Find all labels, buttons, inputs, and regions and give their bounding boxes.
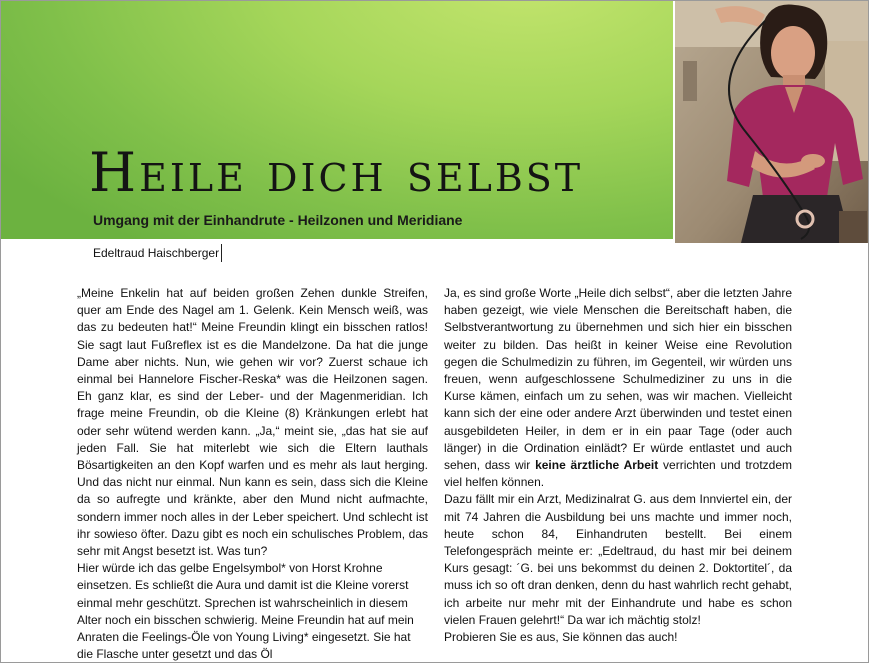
paragraph: Hier würde ich das gelbe Engelsymbol* von Horst Krohne einsetzen. Es schließt die Aura und damit ist die Kleine vorerst einmal mehr geschützt. Sprechen ist wahrscheinlich in diesem Alter noch ein bisschen schwierig. Meine Freundin hat auf mein Anraten die Feelings-Öle von Young Living* eingesetzt. Sie hat die Flasche unter gesetzt und das Öl [77, 561, 414, 662]
paragraph: Probieren Sie es aus, Sie können das auch! [444, 630, 678, 645]
article-title: Heile dich selbst [89, 141, 584, 204]
article-column-right [444, 285, 792, 646]
paragraph: Dazu fällt mir ein Arzt, Medizinalrat G. aus dem Innviertel ein, der mit 74 Jahren die Ausbildung bei uns machte und immer noch, heute schon 84, Einhandruten bestellt. Bei einem Telefongespräch meinte er: „Edeltraud, du hast mir bei deinem Kurs gesagt: ´G. bei uns bekommst du deinen 2. Doktortitel´, da muss ich so oft dran denken, denn du hast wahrlich recht gehabt, ich arbeite nur mehr mit der Einhandrute und habe es schon vielen Frauen gelehrt!“ Da war ich mächtig stolz! [444, 492, 792, 627]
emphasis-text: keine ärztliche Arbeit [535, 458, 659, 473]
author-byline: Edeltraud Haischberger [93, 244, 222, 262]
paragraph-text: verrichten und trotzdem viel helfen können. [444, 458, 793, 490]
paragraph [444, 285, 792, 491]
article-subtitle: Umgang mit der Einhandrute - Heilzonen und Meridiane [93, 212, 463, 228]
article-column-left [77, 285, 428, 663]
paragraph-text: Ja, es sind große Worte „Heile dich selbst“, aber die letzten Jahre haben gezeigt, wie viele Menschen die Bereitschaft haben, die Selbstverantwortung zu übernehmen und sich hier ein bisschen weiter zu bilden. Das heißt in keiner Weise eine Revolution gegen die Schulmedizin zu führen, im Gegenteil, wir würden uns freuen, wenn aufgeschlossene Schulmediziner zu uns in die Kurse kämen, einfach um zu sehen, was wir machen. Vielleicht kann sich der eine oder andere Arzt überwinden und testet einen ausgebildeten Heiler, in dem er in ein paar Tage (oder auch länger) in die Ordination einlädt? Er würde entlastet und auch sehen, dass wir [444, 286, 792, 473]
paragraph: „Meine Enkelin hat auf beiden großen Zehen dunkle Streifen, quer am Ende des Nagel am 1. Gelenk. Kein Mensch weiß, was das zu bedeuten hat!“ Meine Freundin klingt ein bisschen ratlos! Sie sagt laut Fußreflex ist es die Mandelzone. Da hat die junge Dame aber nichts. Nun, wie gehen wir vor? Zuerst schaue ich einmal bei Hannelore Fischer-Reska* was die Heilzonen sagen. Eh ganz klar, es sind der Leber- und der Magenmeridian. Ich frage meine Freundin, ob die Kleine (8) Kränkungen erlebt hat oder sehr wütend werden kann. „Ja,“ meint sie, „das hat sie auf jeden Fall. Sie hat miterlebt wie sich die Eltern lauthals Bösartigkeiten an den Kopf warfen und es mehr als laut herging. Und das nicht nur einmal. Nun kann es sein, dass sich die Kleine da so aufregte und kränkte, aber den Mund nicht aufmachte, sondern immer noch alles in der Leber speichert. Und schlecht ist ihr sowieso öfter. Dazu gibt es noch ein schulisches Problem, das sehr mit Angst besetzt ist. Was tun? [77, 286, 428, 559]
woman-with-dowsing-rod-photo [675, 1, 869, 243]
